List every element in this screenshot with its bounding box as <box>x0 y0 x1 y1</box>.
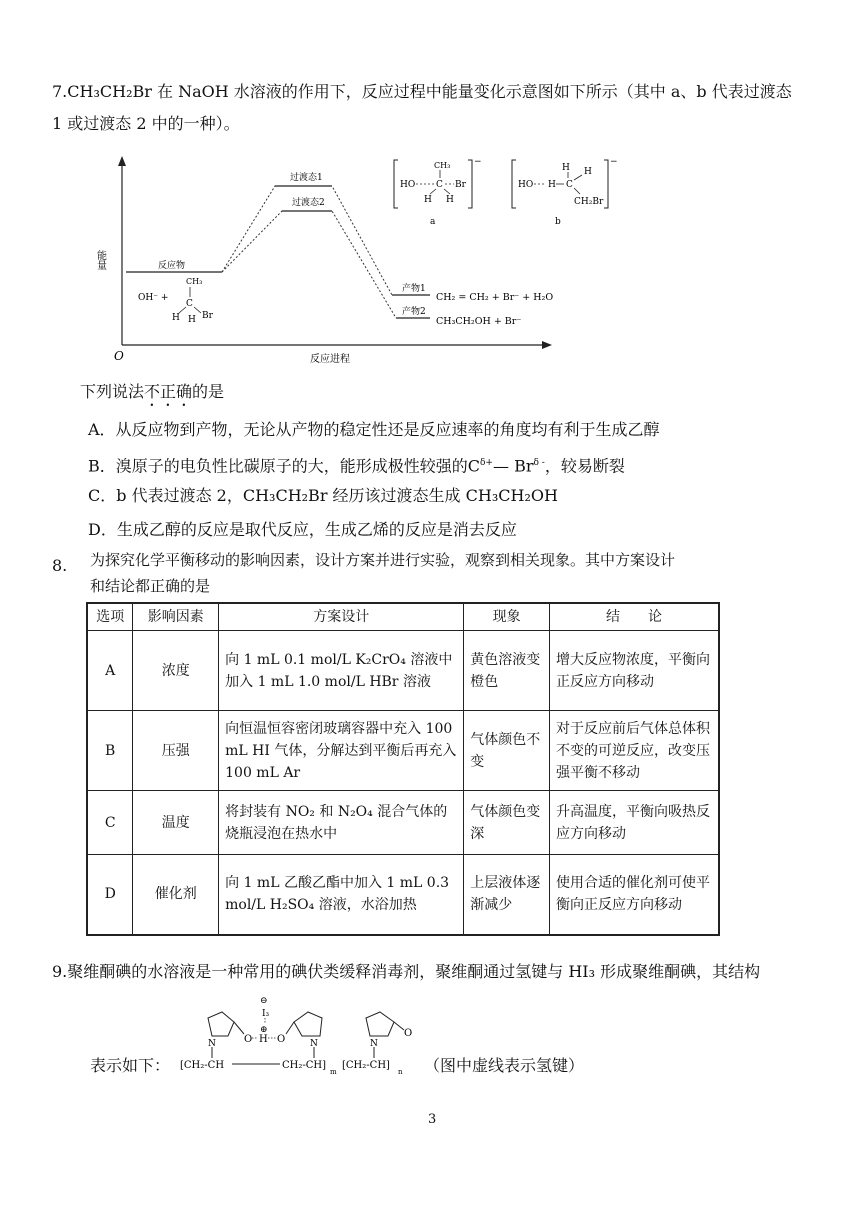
p1-formula: CH₂ = CH₂ + Br⁻ + H₂O <box>436 292 554 303</box>
structure-a-label: a <box>430 217 436 227</box>
q8-line2: 和结论都正确的是 <box>90 577 211 595</box>
q9-line1: 9.聚维酮碘的水溶液是一种常用的碘伏类缓释消毒剂，聚维酮通过氢键与 HI₃ 形成聚维酮碘，其结构 <box>52 962 761 981</box>
p2-label: 产物2 <box>402 307 426 317</box>
q8-number: 8. <box>52 556 68 575</box>
svg-text:O: O <box>277 1034 286 1045</box>
svg-text:−: − <box>610 157 618 167</box>
svg-text:[CH₂-CH: [CH₂-CH <box>180 1060 225 1071</box>
svg-text:H: H <box>446 195 454 205</box>
q7-option-b: B．溴原子的电负性比碳原子的大，能形成极性较强的$C^{\delta+}—$ $Br^{\delta -}$，较易断裂 <box>88 456 625 476</box>
q7-option-d: D．生成乙醇的反应是取代反应，生成乙烯的反应是消去反应 <box>88 520 517 539</box>
structure-a <box>394 157 482 227</box>
table-header-row <box>87 603 719 631</box>
svg-text:O: O <box>244 1034 253 1045</box>
svg-text:N: N <box>208 1039 216 1049</box>
q8-table <box>86 602 720 936</box>
svg-text:CH₃: CH₃ <box>434 161 451 170</box>
energy-diagram <box>94 150 830 375</box>
structure-b <box>512 157 618 227</box>
q9-line2-pre: 表示如下： <box>90 1056 171 1075</box>
p2-formula: CH₃CH₂OH + Br⁻ <box>436 316 522 327</box>
q9-line2-post: （图中虚线表示氢键） <box>424 1056 585 1075</box>
svg-text:m: m <box>330 1068 337 1076</box>
table-row: D 催化剂 向 1 mL 乙酸乙酯中加入 1 mL 0.3 mol/L H₂SO₄ 溶液，水浴加热 上层液体逐渐减少 使用合适的催化剂可使平衡向正反应方向移动 <box>87 855 719 935</box>
reactant-oh: OH⁻ + <box>138 293 169 303</box>
svg-text:⊖: ⊖ <box>260 996 268 1006</box>
y-axis-label: 能量 <box>94 250 106 270</box>
svg-text:N: N <box>370 1039 378 1049</box>
svg-text:O: O <box>404 1028 413 1039</box>
reactant-label: 反应物 <box>158 261 186 271</box>
svg-text:N: N <box>310 1039 318 1049</box>
page-number: 3 <box>428 1112 437 1127</box>
svg-text:H: H <box>259 1034 268 1045</box>
svg-text:CH₂Br: CH₂Br <box>574 197 604 207</box>
svg-text:C: C <box>186 299 193 309</box>
x-axis-label: 反应进程 <box>310 354 350 365</box>
svg-text:CH₃: CH₃ <box>186 277 203 286</box>
header-design: 方案设计 <box>219 603 464 631</box>
svg-text:H: H <box>172 313 180 323</box>
svg-text:⊕: ⊕ <box>260 1025 268 1035</box>
svg-text:H: H <box>584 167 592 177</box>
ts2-label: 过渡态2 <box>292 198 325 208</box>
q7-line2: 1 或过渡态 2 中的一种）。 <box>52 114 240 133</box>
svg-text:HO: HO <box>518 180 534 190</box>
table-row: A 浓度 向 1 mL 0.1 mol/L K₂CrO₄ 溶液中加入 1 mL 1.0 mol/L HBr 溶液 黄色溶液变橙色 增大反应物浓度，平衡向正反应方向移动 <box>87 631 719 711</box>
q7-line1: 7.CH₃CH₂Br 在 NaOH 水溶液的作用下，反应过程中能量变化示意图如下所示（其中 a、b 代表过渡态 <box>52 82 792 101</box>
svg-text:I₃: I₃ <box>262 1009 270 1019</box>
svg-text:C: C <box>566 180 573 190</box>
q7-option-a: A．从反应物到产物，无论从产物的稳定性还是反应速率的角度均有利于生成乙醇 <box>88 420 660 439</box>
svg-text:H: H <box>424 195 432 205</box>
header-option: 选项 <box>87 603 133 631</box>
header-phenomenon: 现象 <box>464 603 550 631</box>
header-factor: 影响因素 <box>133 603 219 631</box>
table-row: B 压强 向恒温恒容密闭玻璃容器中充入 100 mL HI 气体，分解达到平衡后再充入 100 mL Ar 气体颜色不变 对于反应前后气体总体积不变的可逆反应，改变压强平衡不移动 <box>87 711 719 791</box>
svg-text:HO: HO <box>400 180 416 190</box>
q8-line1: 为探究化学平衡移动的影响因素，设计方案并进行实验，观察到相关现象。其中方案设计 <box>90 551 676 569</box>
svg-text:CH₂-CH]: CH₂-CH] <box>282 1060 327 1071</box>
svg-text:C: C <box>436 180 443 190</box>
svg-text:H: H <box>548 180 556 190</box>
svg-text:[CH₂-CH]: [CH₂-CH] <box>342 1060 390 1071</box>
svg-text:n: n <box>398 1068 403 1076</box>
svg-text:Br: Br <box>455 180 466 190</box>
q7-prompt: 下列说法不正确的是 <box>80 382 225 401</box>
svg-text:−: − <box>474 157 482 167</box>
ts1-label: 过渡态1 <box>290 173 323 183</box>
structure-b-label: b <box>555 217 561 227</box>
q7-option-c: C．b 代表过渡态 2，CH₃CH₂Br 经历该过渡态生成 CH₃CH₂OH <box>88 486 558 505</box>
origin-label: O <box>114 349 124 363</box>
header-conclusion: 结 论 <box>550 603 720 631</box>
povidone-iodine-structure <box>170 994 430 1080</box>
svg-text:Br: Br <box>202 311 213 321</box>
p1-label: 产物1 <box>402 284 426 294</box>
svg-text:H: H <box>188 315 196 325</box>
svg-text:H: H <box>562 163 570 173</box>
table-row: C 温度 将封装有 NO₂ 和 N₂O₄ 混合气体的烧瓶浸泡在热水中 气体颜色变深 升高温度，平衡向吸热反应方向移动 <box>87 791 719 855</box>
